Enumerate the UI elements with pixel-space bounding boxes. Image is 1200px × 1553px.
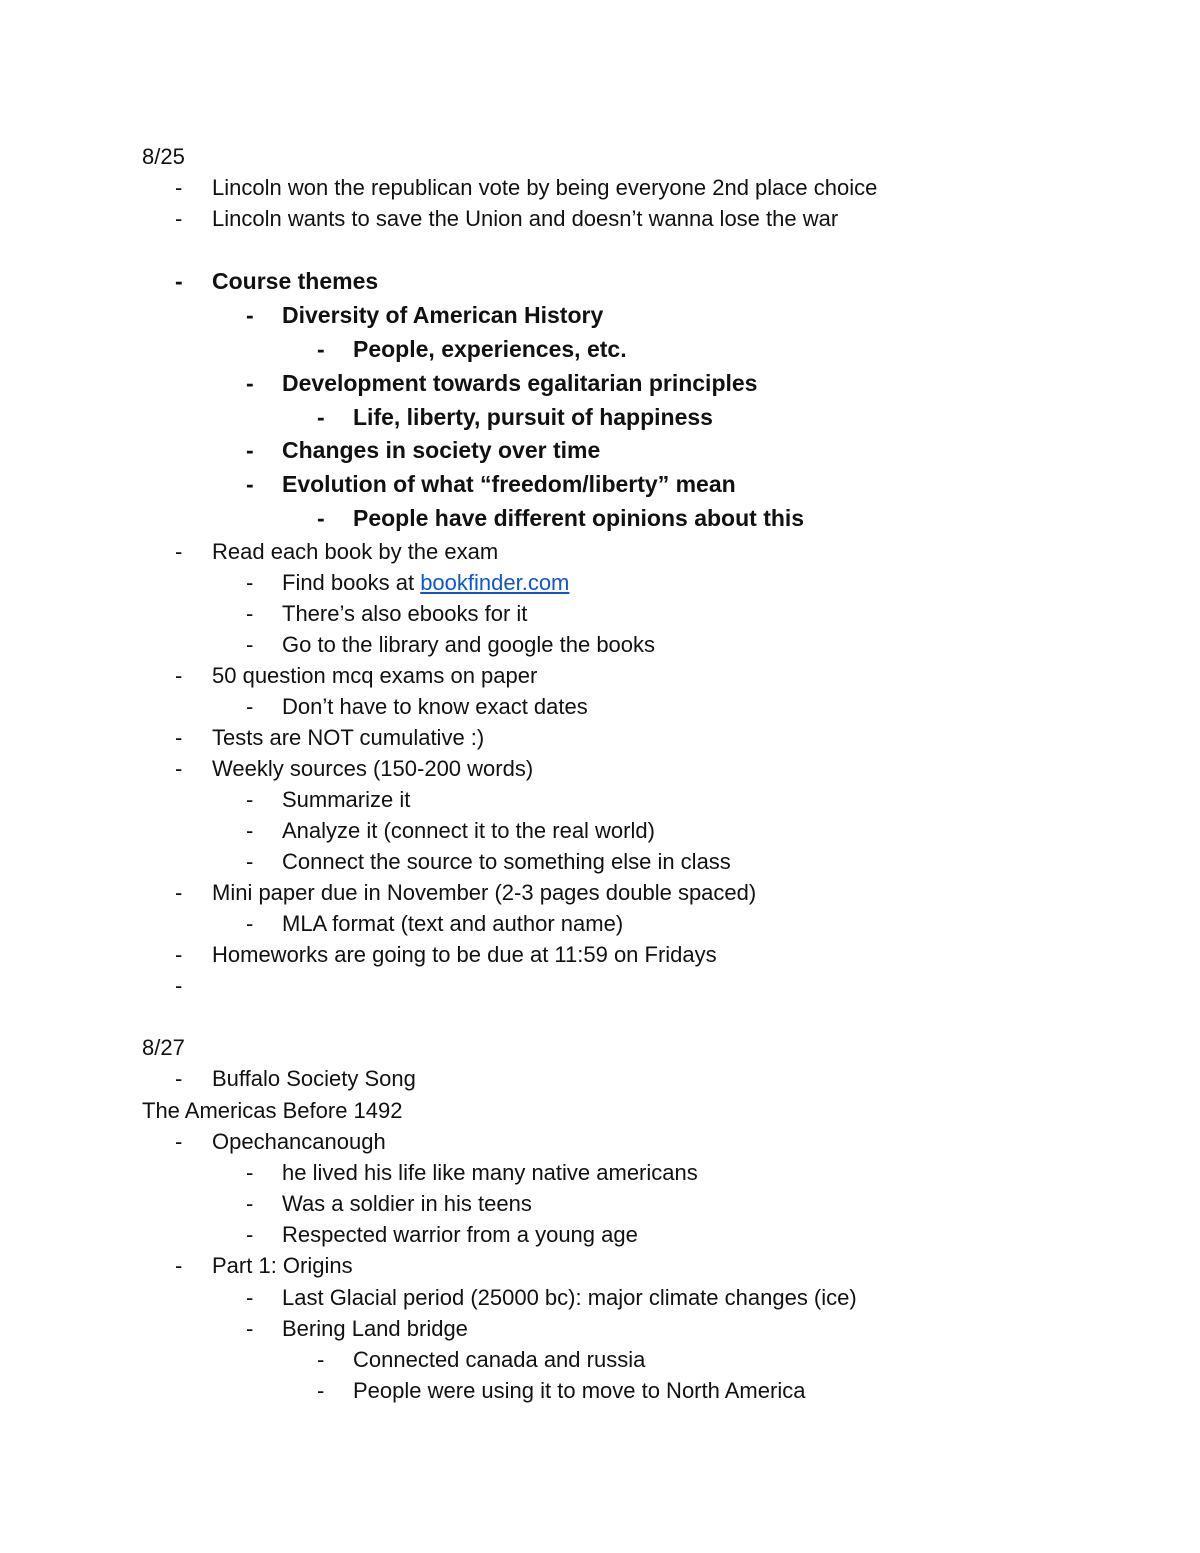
bullet-dash: - — [175, 756, 183, 781]
bullet-dash: - — [246, 632, 254, 657]
bullet-dash: - — [246, 302, 254, 328]
bullet-dash: - — [175, 1253, 183, 1278]
bullet-dash: - — [246, 437, 254, 463]
bullet-dash: - — [317, 505, 325, 531]
list-item: People were using it to move to North America — [353, 1378, 806, 1403]
list-item: Bering Land bridge — [282, 1316, 468, 1341]
bullet-dash: - — [175, 880, 183, 905]
list-item: he lived his life like many native americans — [282, 1160, 698, 1185]
list-item: Opechancanough — [212, 1129, 386, 1154]
list-item: Tests are NOT cumulative :) — [212, 725, 485, 750]
bullet-dash: - — [246, 570, 254, 595]
bullet-dash: - — [317, 336, 325, 362]
list-item: Mini paper due in November (2-3 pages double spaced) — [212, 880, 757, 905]
bullet-dash: - — [175, 175, 183, 200]
list-item: Weekly sources (150-200 words) — [212, 756, 534, 781]
bullet-dash: - — [246, 1191, 254, 1216]
theme-subitem: People have different opinions about this — [353, 505, 805, 531]
bullet-dash: - — [246, 601, 254, 626]
bookfinder-link[interactable]: bookfinder.com — [420, 570, 570, 595]
list-item: 50 question mcq exams on paper — [212, 663, 538, 688]
bullet-dash: - — [175, 725, 183, 750]
theme-item: Development towards egalitarian principles — [282, 370, 758, 396]
bullet-dash: - — [317, 1378, 325, 1403]
list-item: Analyze it (connect it to the real world) — [282, 818, 655, 843]
bullet-dash: - — [317, 1347, 325, 1372]
bullet-dash: - — [246, 911, 254, 936]
theme-item: Changes in society over time — [282, 437, 601, 463]
list-item: Read each book by the exam — [212, 539, 499, 564]
bullet-dash: - — [246, 787, 254, 812]
bullet-dash: - — [317, 404, 325, 430]
list-item: MLA format (text and author name) — [282, 911, 624, 936]
bullet-dash: - — [246, 694, 254, 719]
list-item — [282, 569, 569, 597]
list-item: Summarize it — [282, 787, 411, 812]
list-item: Lincoln wants to save the Union and doesn’t wanna lose the war — [212, 206, 839, 231]
bullet-dash: - — [246, 849, 254, 874]
list-item: Respected warrior from a young age — [282, 1222, 638, 1247]
bullet-dash: - — [175, 539, 183, 564]
theme-subitem: Life, liberty, pursuit of happiness — [353, 404, 713, 430]
bullet-dash: - — [246, 818, 254, 843]
list-item: Part 1: Origins — [212, 1253, 353, 1278]
bullet-dash: - — [246, 1285, 254, 1310]
bullet-dash: - — [246, 1222, 254, 1247]
bullet-dash: - — [175, 663, 183, 688]
list-item: Lincoln won the republican vote by being everyone 2nd place choice — [212, 175, 878, 200]
list-item: Connect the source to something else in class — [282, 849, 731, 874]
bullet-dash: - — [246, 1316, 254, 1341]
bullet-dash: - — [175, 268, 183, 294]
list-item: Last Glacial period (25000 bc): major climate changes (ice) — [282, 1285, 857, 1310]
list-item: Homeworks are going to be due at 11:59 on Fridays — [212, 942, 717, 967]
bullet-dash: - — [175, 206, 183, 231]
list-item: Don’t have to know exact dates — [282, 694, 588, 719]
theme-subitem: People, experiences, etc. — [353, 336, 627, 362]
date-heading: 8/27 — [142, 1035, 185, 1060]
list-item: Was a soldier in his teens — [282, 1191, 532, 1216]
bullet-dash: - — [246, 370, 254, 396]
list-item: There’s also ebooks for it — [282, 601, 528, 626]
bullet-dash: - — [246, 471, 254, 497]
theme-item: Diversity of American History — [282, 302, 604, 328]
bullet-dash: - — [175, 942, 183, 967]
bullet-dash-empty: - — [175, 973, 183, 998]
list-item: Connected canada and russia — [353, 1347, 646, 1372]
bullet-dash: - — [175, 1066, 183, 1091]
theme-item: Evolution of what “freedom/liberty” mean — [282, 471, 736, 497]
bullet-dash: - — [175, 1129, 183, 1154]
list-item: Buffalo Society Song — [212, 1066, 416, 1091]
date-heading: 8/25 — [142, 144, 185, 169]
find-books-text: Find books at — [282, 570, 421, 595]
list-item: Go to the library and google the books — [282, 632, 656, 657]
section-heading: The Americas Before 1492 — [142, 1098, 403, 1123]
course-themes-title: Course themes — [212, 268, 379, 294]
bullet-dash: - — [246, 1160, 254, 1185]
